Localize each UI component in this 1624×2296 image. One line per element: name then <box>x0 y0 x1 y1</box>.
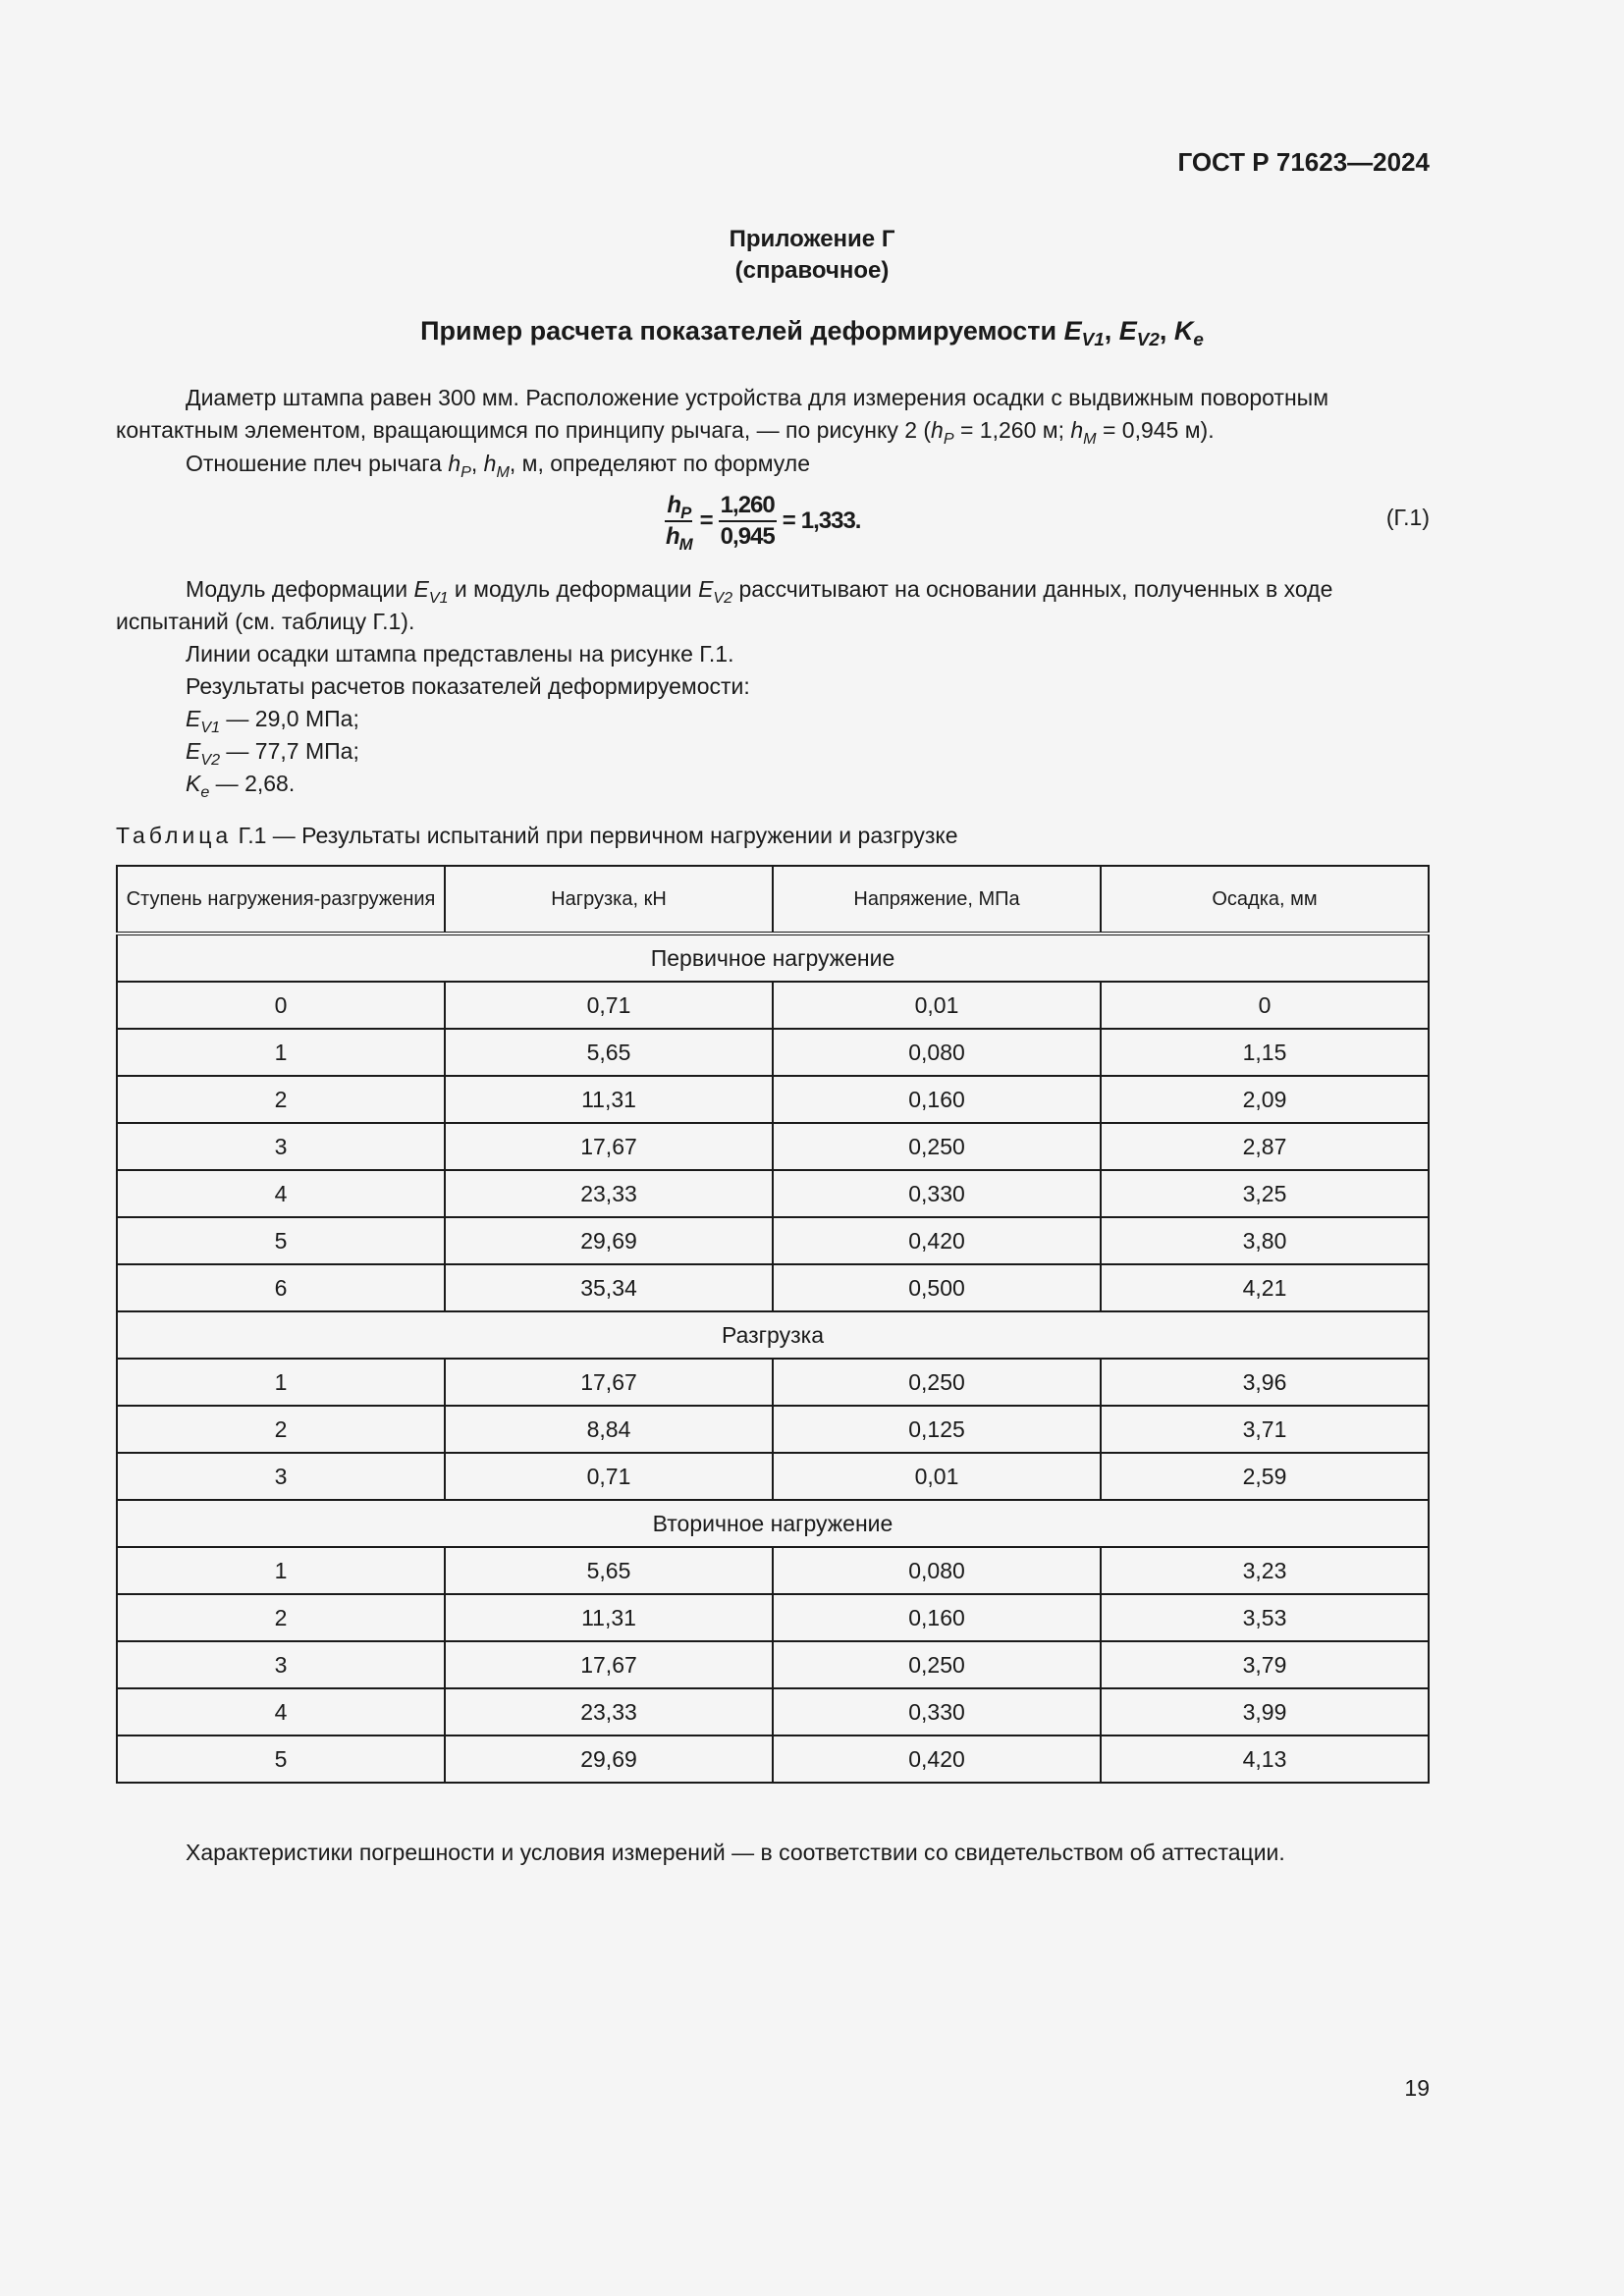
table-cell: 0,330 <box>773 1688 1101 1735</box>
table-header-row <box>117 866 1429 934</box>
table-cell: 4 <box>117 1688 445 1735</box>
table-row <box>117 1170 1429 1217</box>
paragraph-deformation-modulus: Модуль деформации $E_{V1}$ и модуль деформации $E_{V2}$ рассчитывают на основании данных, полученных в ходе испытаний (см. таблицу Г.1). <box>116 576 1333 634</box>
paragraph-settlement-lines: Линии осадки штампа представлены на рисунке Г.1. <box>186 641 734 667</box>
table-cell: 17,67 <box>445 1123 773 1170</box>
table-body <box>117 934 1429 1783</box>
table-cell: 0,01 <box>773 1453 1101 1500</box>
table-row <box>117 1594 1429 1641</box>
table-row <box>117 1029 1429 1076</box>
table-row <box>117 1688 1429 1735</box>
table-cell: 5,65 <box>445 1029 773 1076</box>
header-step: Ступень нагружения-разгружения <box>117 866 445 934</box>
table-cell: 2,59 <box>1101 1453 1429 1500</box>
table-row <box>117 1264 1429 1311</box>
result-ev2: $E_{V2}$ — 77,7 МПа; <box>186 738 359 769</box>
table-cell: 0,250 <box>773 1123 1101 1170</box>
table-cell: 1 <box>117 1029 445 1076</box>
table-cell: 29,69 <box>445 1735 773 1783</box>
table-cell: 0,71 <box>445 1453 773 1500</box>
table-cell: 29,69 <box>445 1217 773 1264</box>
table-cell: 0,01 <box>773 982 1101 1029</box>
page-number: 19 <box>1404 2075 1430 2101</box>
table-cell: 0,250 <box>773 1359 1101 1406</box>
table-cell: 0,160 <box>773 1076 1101 1123</box>
table-cell: 0,080 <box>773 1029 1101 1076</box>
table-cell: 0,71 <box>445 982 773 1029</box>
table-cell: 3,71 <box>1101 1406 1429 1453</box>
section-row <box>117 1311 1429 1359</box>
table-cell: 5,65 <box>445 1547 773 1594</box>
table-cell: 3,23 <box>1101 1547 1429 1594</box>
table-row <box>117 1123 1429 1170</box>
table-cell: 0 <box>1101 982 1429 1029</box>
footer-note: Характеристики погрешности и условия измерений — в соответствии со свидетельством об аттестации. <box>186 1840 1285 1865</box>
table-cell: 2 <box>117 1594 445 1641</box>
table-cell: 2,87 <box>1101 1123 1429 1170</box>
table-cell: 0,330 <box>773 1170 1101 1217</box>
table-cell: 3 <box>117 1641 445 1688</box>
appendix-kind: (справочное) <box>734 257 890 284</box>
table-cell: 5 <box>117 1217 445 1264</box>
table-row <box>117 1453 1429 1500</box>
result-ev1: $E_{V1}$ — 29,0 МПа; <box>186 706 359 736</box>
table-cell: 17,67 <box>445 1641 773 1688</box>
paragraph-stamp-diameter: Диаметр штампа равен 300 мм. Расположение устройства для измерения осадки с выдвижным поворотным контактным элементом, вращающимся по принципу рычага, — по рисунку 2 ($h_P = 1,260$ м; $h_M = 0,945$ м). <box>116 385 1329 448</box>
fraction-hp-hm: $\frac{h_P}{h_M}$ <box>666 492 692 554</box>
paragraph-results-intro: Результаты расчетов показателей деформируемости: <box>186 673 750 699</box>
table-cell: 11,31 <box>445 1594 773 1641</box>
table-cell: 23,33 <box>445 1688 773 1735</box>
table-cell: 3 <box>117 1453 445 1500</box>
result-ke: $K_e$ — 2,68. <box>186 771 296 801</box>
table-cell: 1,15 <box>1101 1029 1429 1076</box>
table-cell: 0,500 <box>773 1264 1101 1311</box>
section-row <box>117 1500 1429 1547</box>
section-title: Вторичное нагружение <box>117 1500 1429 1547</box>
section-title: Разгрузка <box>117 1311 1429 1359</box>
table-cell: 0,250 <box>773 1641 1101 1688</box>
table-row <box>117 1359 1429 1406</box>
table-cell: 0,160 <box>773 1594 1101 1641</box>
table-row <box>117 982 1429 1029</box>
section-title: Первичное нагружение <box>117 934 1429 982</box>
table-cell: 17,67 <box>445 1359 773 1406</box>
formula-result: 1,333. <box>800 507 861 534</box>
table-cell: 35,34 <box>445 1264 773 1311</box>
table-cell: 1 <box>117 1359 445 1406</box>
table-cell: 11,31 <box>445 1076 773 1123</box>
table-cell: 3 <box>117 1123 445 1170</box>
table-cell: 4,13 <box>1101 1735 1429 1783</box>
table-row <box>117 1406 1429 1453</box>
table-cell: 2,09 <box>1101 1076 1429 1123</box>
fraction-values: $\frac{1,260}{0,945}$ <box>720 492 775 550</box>
header-stress: Напряжение, МПа <box>773 866 1101 934</box>
table-cell: 3,53 <box>1101 1594 1429 1641</box>
table-row <box>117 1641 1429 1688</box>
header-load: Нагрузка, кН <box>445 866 773 934</box>
table-cell: 23,33 <box>445 1170 773 1217</box>
table-cell: 3,25 <box>1101 1170 1429 1217</box>
table-row <box>117 1076 1429 1123</box>
table-cell: 3,96 <box>1101 1359 1429 1406</box>
table-cell: 3,99 <box>1101 1688 1429 1735</box>
table-cell: 4 <box>117 1170 445 1217</box>
table-cell: 3,80 <box>1101 1217 1429 1264</box>
table-row <box>117 1735 1429 1783</box>
table-row <box>117 1217 1429 1264</box>
table-cell: 0,125 <box>773 1406 1101 1453</box>
table-caption: Таблица Г.1 — Результаты испытаний при первичном нагружении и разгрузке <box>116 823 958 848</box>
table-cell: 5 <box>117 1735 445 1783</box>
formula-g1: $\frac{h_P}{h_M}$ = $\frac{1,260}{0,945}$ = 1,333. <box>666 492 861 554</box>
table-cell: 8,84 <box>445 1406 773 1453</box>
table-cell: 2 <box>117 1406 445 1453</box>
document-id: ГОСТ Р 71623—2024 <box>1177 147 1430 177</box>
table-cell: 3,79 <box>1101 1641 1429 1688</box>
table-cell: 1 <box>117 1547 445 1594</box>
formula-number: (Г.1) <box>1385 505 1430 530</box>
table-cell: 0,420 <box>773 1735 1101 1783</box>
paragraph-lever-ratio: Отношение плеч рычага $h_P$, $h_M$, м, определяют по формуле <box>186 451 810 481</box>
results-table <box>116 865 1430 1784</box>
appendix-title: Приложение Г <box>729 226 895 252</box>
table-cell: 0 <box>117 982 445 1029</box>
table-cell: 0,080 <box>773 1547 1101 1594</box>
table-cell: 0,420 <box>773 1217 1101 1264</box>
table-cell: 6 <box>117 1264 445 1311</box>
section-row <box>117 934 1429 982</box>
table-row <box>117 1547 1429 1594</box>
table-cell: 2 <box>117 1076 445 1123</box>
table-cell: 4,21 <box>1101 1264 1429 1311</box>
header-settlement: Осадка, мм <box>1101 866 1429 934</box>
section-heading: Пример расчета показателей деформируемости $E_{V1}$, $E_{V2}$, $K_e$ <box>420 316 1204 350</box>
